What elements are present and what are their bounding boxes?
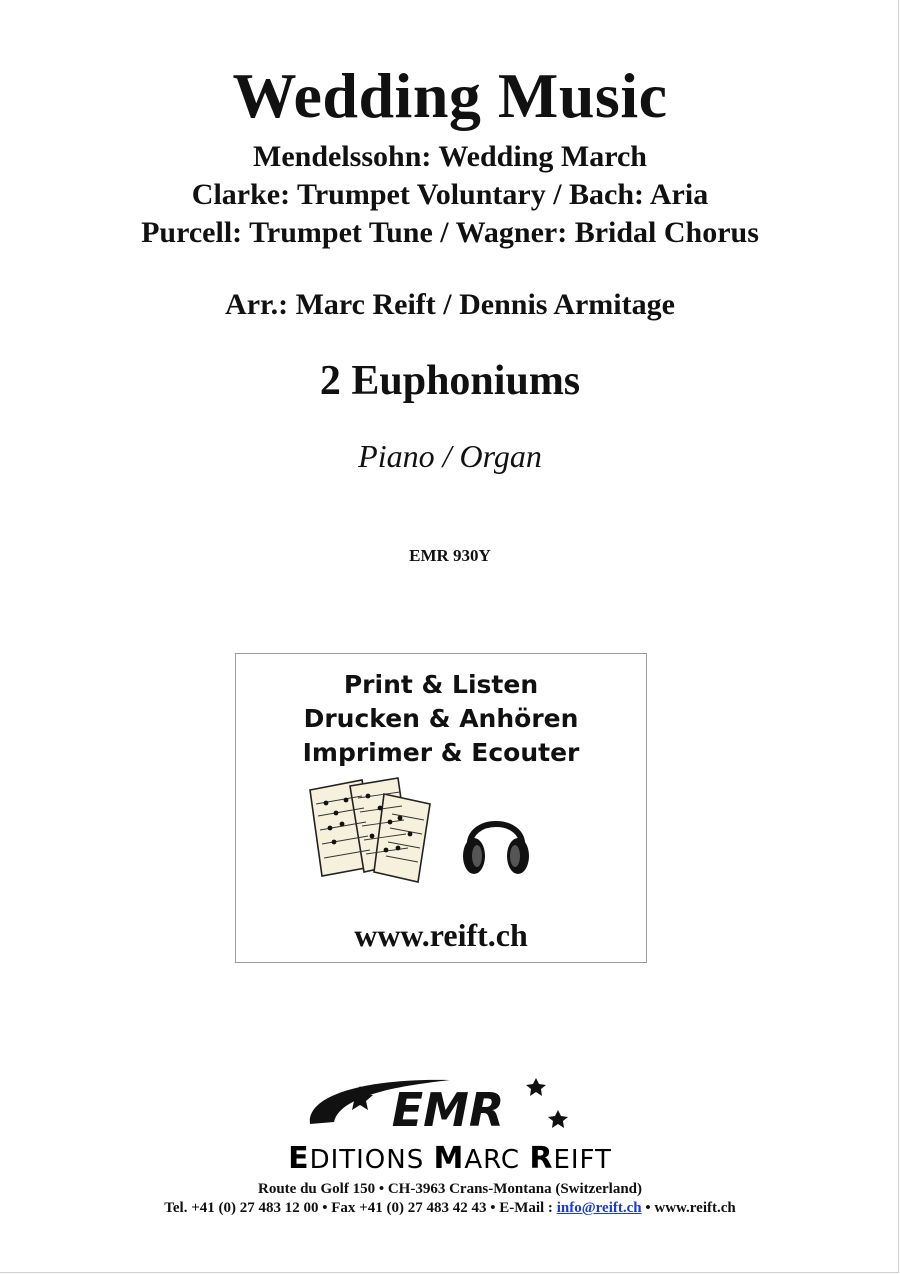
piece-list bbox=[0, 138, 900, 252]
publisher-contact bbox=[0, 1199, 900, 1218]
email-link[interactable]: info@reift.ch bbox=[556, 1200, 642, 1216]
promo-lines bbox=[236, 668, 646, 770]
sheet-music-icon bbox=[306, 776, 436, 884]
piece-item: Purcell: Trumpet Tune / Wagner: Bridal Chorus bbox=[141, 216, 759, 249]
logo-text: EMR bbox=[391, 1083, 505, 1137]
piece-item: Clarke: Trumpet Voluntary / Bach: Aria bbox=[191, 178, 709, 211]
promo-line: Imprimer & Ecouter bbox=[302, 738, 580, 767]
contact-website: • www.reift.ch bbox=[641, 1200, 736, 1216]
contact-phone-fax: Tel. +41 (0) 27 483 12 00 • Fax +41 (0) 27 483 42 43 • E-Mail : bbox=[164, 1200, 557, 1216]
promo-url[interactable]: www.reift.ch bbox=[354, 917, 528, 953]
piece-item: Mendelssohn: Wedding March bbox=[253, 140, 647, 173]
instrumentation: 2 Euphoniums bbox=[319, 358, 581, 404]
headphones-icon bbox=[460, 804, 532, 880]
page-title: Wedding Music bbox=[232, 60, 668, 131]
catalog-number: EMR 930Y bbox=[409, 546, 491, 565]
promo-line: Drucken & Anhören bbox=[303, 704, 579, 733]
accompaniment: Piano / Organ bbox=[358, 438, 542, 474]
promo-line: Print & Listen bbox=[343, 670, 539, 699]
arranger-credit: Arr.: Marc Reift / Dennis Armitage bbox=[225, 288, 675, 321]
publisher-name: EDITIONS MARC REIFT bbox=[288, 1141, 612, 1176]
publisher-address: Route du Golf 150 • CH-3963 Crans-Montana (Switzerland) bbox=[258, 1181, 642, 1197]
emr-logo bbox=[300, 1072, 590, 1144]
print-listen-box bbox=[235, 653, 647, 963]
